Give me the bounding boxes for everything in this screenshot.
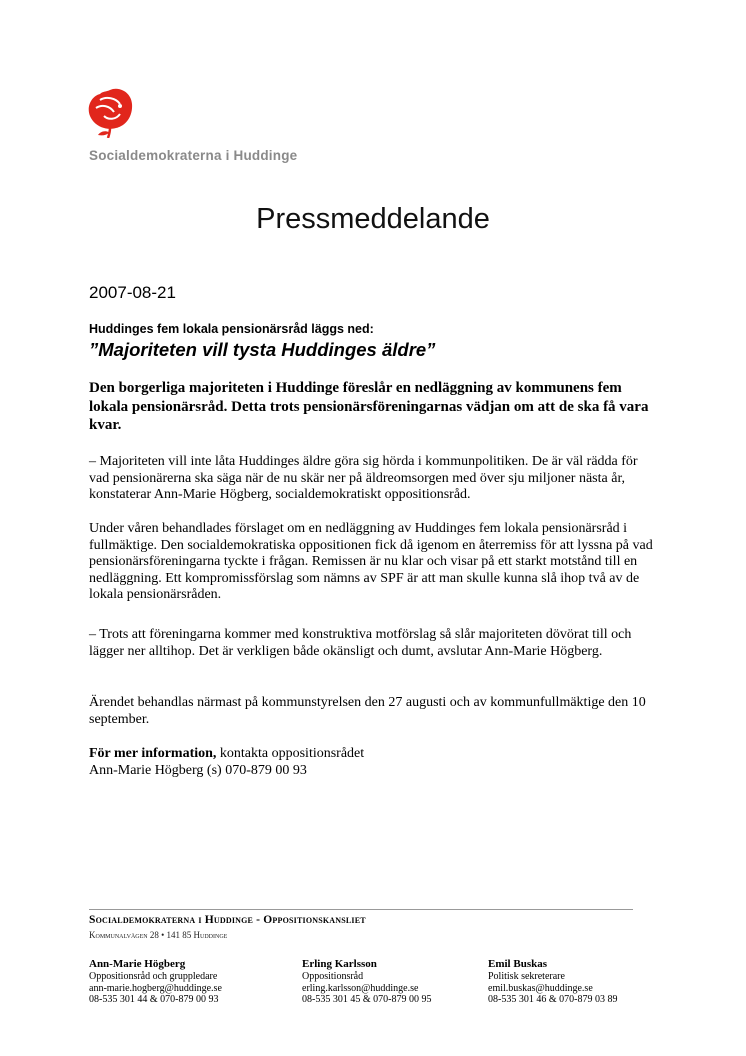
contact-email: ann-marie.hogberg@huddinge.se bbox=[89, 982, 222, 994]
red-rose-logo-icon bbox=[86, 86, 134, 138]
contact-name: Emil Buskas bbox=[488, 958, 547, 970]
kicker: Huddinges fem lokala pensionärsråd läggs ned: bbox=[89, 322, 374, 336]
release-date: 2007-08-21 bbox=[89, 283, 176, 302]
footer-contact bbox=[89, 958, 222, 1006]
headline: ”Majoriteten vill tysta Huddinges äldre” bbox=[89, 339, 436, 360]
contact-email: erling.karlsson@huddinge.se bbox=[302, 982, 419, 994]
footer-contact bbox=[488, 958, 617, 1006]
contact-lead: För mer information, bbox=[89, 746, 217, 761]
contact-role: Politisk sekreterare bbox=[488, 971, 565, 982]
footer-contact bbox=[302, 958, 431, 1006]
contact-role: Oppositionsråd bbox=[302, 971, 364, 982]
contact-person: Ann-Marie Högberg (s) 070-879 00 93 bbox=[89, 762, 307, 778]
contact-phone: 08-535 301 44 & 070-879 00 93 bbox=[89, 994, 219, 1005]
contact-name: Erling Karlsson bbox=[302, 958, 377, 970]
footer-address: Kommunalvägen 28 • 141 85 Huddinge bbox=[89, 930, 228, 940]
page-title: Pressmeddelande bbox=[256, 203, 490, 235]
body-paragraph: Under våren behandlades förslaget om en nedläggning av Huddinges fem lokala pensionärsråd i fullmäktige. Den socialdemokratiska oppositionen fick då igenom en återremiss för att lyssna på vad pensionärsföreningarna tyckte i frågan. Remissen är nu klar och visar på ett starkt motstånd till en nedläggning. Ett kompromissförslag som nämns av SPF är att man skulle kunna slå ihop två av de lokala pensionärsråden. bbox=[89, 521, 653, 602]
body-paragraph: – Trots att föreningarna kommer med konstruktiva motförslag så slår majoriteten dövörat till och lägger ner alltihop. Det är verkligen både okänsligt och dumt, avslutar Ann-Marie Högberg. bbox=[89, 627, 632, 659]
body-paragraph: – Majoriteten vill inte låta Huddinges äldre göra sig hörda i kommunpolitiken. De är väl rädda för vad pensionärerna ska säga när de nu skär ner på äldreomsorgen med över sju miljoner nästa år, konstaterar Ann-Marie Högberg, socialdemokratiskt oppositionsråd. bbox=[89, 454, 638, 502]
contact-phone: 08-535 301 45 & 070-879 00 95 bbox=[302, 994, 432, 1005]
footer-title: Socialdemokraterna i Huddinge - Oppositionskansliet bbox=[89, 914, 366, 926]
contact-phone: 08-535 301 46 & 070-879 03 89 bbox=[488, 994, 618, 1005]
footer-divider bbox=[89, 909, 633, 910]
contact-email: emil.buskas@huddinge.se bbox=[488, 982, 593, 994]
contact-info bbox=[89, 746, 661, 779]
contact-role: Oppositionsråd och gruppledare bbox=[89, 971, 218, 982]
lead-paragraph: Den borgerliga majoriteten i Huddinge föreslår en nedläggning av kommunens fem lokala pensionärsråd. Detta trots pensionärsföreningarnas vädjan om att de ska få vara kvar. bbox=[89, 380, 649, 433]
contact-text: kontakta oppositionsrådet bbox=[216, 746, 365, 761]
org-name: Socialdemokraterna i Huddinge bbox=[89, 148, 298, 163]
contact-name: Ann-Marie Högberg bbox=[89, 958, 186, 970]
body-paragraph: Ärendet behandlas närmast på kommunstyrelsen den 27 augusti och av kommunfullmäktige den 10 september. bbox=[89, 695, 646, 727]
